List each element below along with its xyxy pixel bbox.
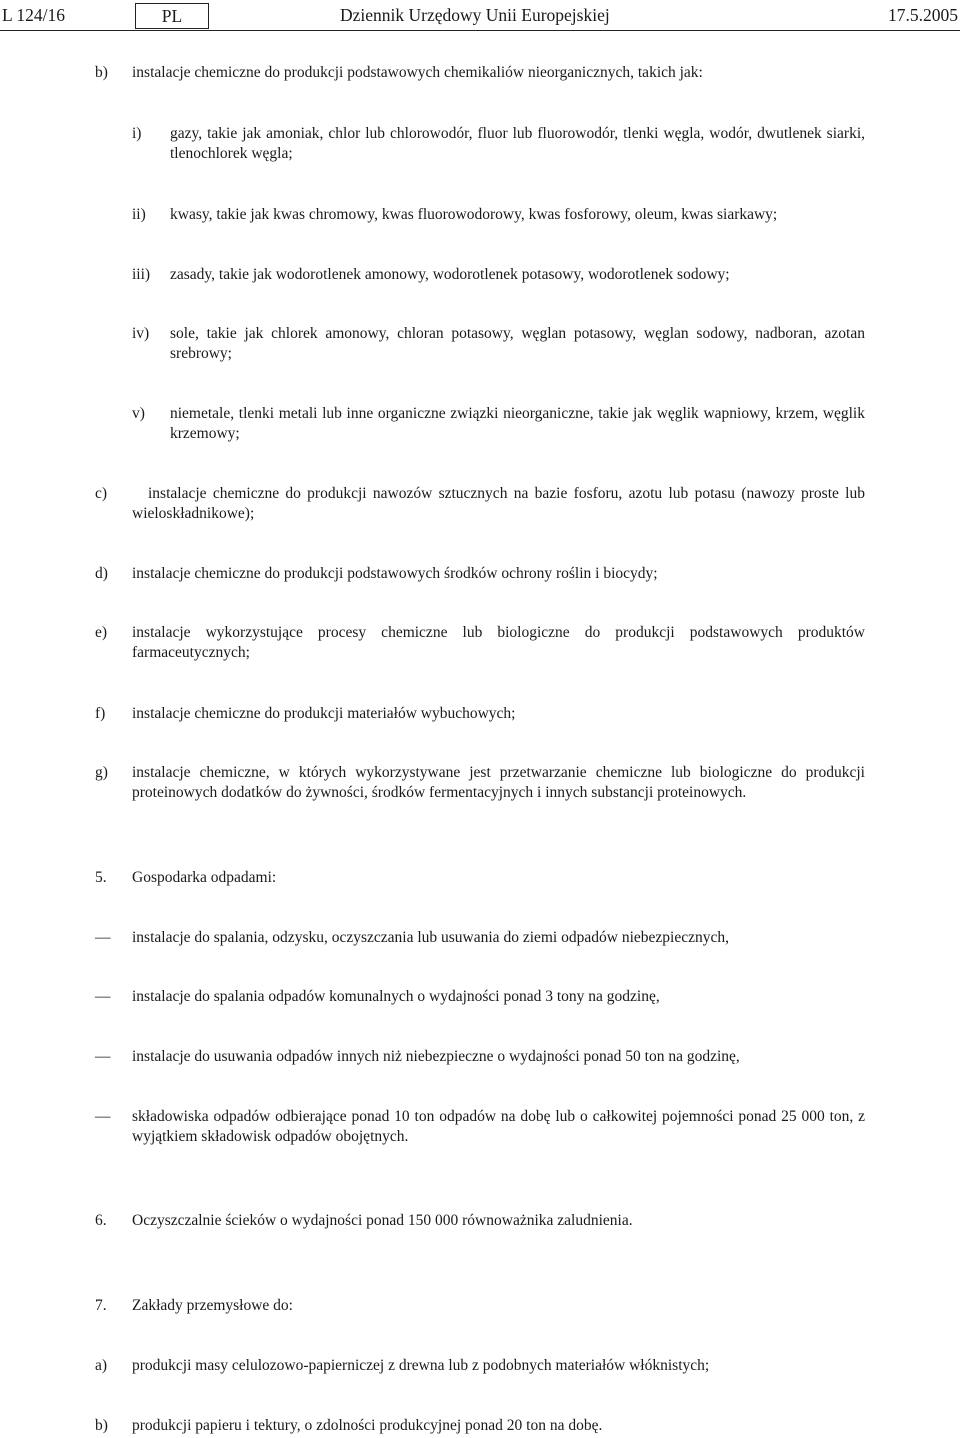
section-heading: Gospodarka odpadami: xyxy=(132,869,277,886)
item-text: instalacje do usuwania odpadów innych niż niebezpieczne o wydajności ponad 50 ton na godzinę, xyxy=(132,1048,740,1065)
item-text: instalacje chemiczne do produkcji podstawowych środków ochrony roślin i biocydy; xyxy=(132,565,658,582)
item-text: kwasy, takie jak kwas chromowy, kwas fluorowodorowy, kwas fosforowy, oleum, kwas siarkawy; xyxy=(170,206,778,223)
item-text: instalacje chemiczne do produkcji materiałów wybuchowych; xyxy=(132,705,516,722)
publication-date: 17.5.2005 xyxy=(888,5,958,25)
item-text: gazy, takie jak amoniak, chlor lub chlorowodór, fluor lub fluorowodór, tlenki węgla, wodór, dwutlenek siarki, tlenochlorek węgla; xyxy=(170,125,865,162)
item-label: v) xyxy=(132,405,145,422)
item-label: e) xyxy=(95,624,108,641)
item-label: ii) xyxy=(132,206,146,223)
journal-title: Dziennik Urzędowy Unii Europejskiej xyxy=(340,5,610,25)
item-label: b) xyxy=(95,64,108,81)
page-header xyxy=(0,0,960,31)
dash-marker: — xyxy=(95,1108,111,1125)
item-text: produkcji papieru i tektury, o zdolności produkcyjnej ponad 20 ton na dobę. xyxy=(132,1417,603,1434)
section-heading: Zakłady przemysłowe do: xyxy=(132,1297,293,1314)
item-label: b) xyxy=(95,1417,108,1434)
dash-marker: — xyxy=(95,929,111,946)
section-number: 5. xyxy=(95,869,107,886)
item-text: instalacje do spalania odpadów komunalnych o wydajności ponad 3 tony na godzinę, xyxy=(132,988,660,1005)
item-text: zasady, takie jak wodorotlenek amonowy, wodorotlenek potasowy, wodorotlenek sodowy; xyxy=(170,266,730,283)
item-label: iv) xyxy=(132,325,150,342)
dash-marker: — xyxy=(95,988,111,1005)
item-text: instalacje chemiczne, w których wykorzystywane jest przetwarzanie chemiczne lub biologiczne do produkcji proteinowych dodatków do żywności, środków fermentacyjnych i innych substancji proteinowych. xyxy=(132,764,865,801)
page-reference: L 124/16 xyxy=(2,5,66,25)
section-heading: Oczyszczalnie ścieków o wydajności ponad 150 000 równoważnika zaludnienia. xyxy=(132,1212,633,1229)
item-text: instalacje chemiczne do produkcji nawozów sztucznych na bazie fosforu, azotu lub potasu (nawozy proste lub wieloskładnikowe); xyxy=(132,485,865,522)
item-label: iii) xyxy=(132,266,151,283)
item-text: składowiska odpadów odbierające ponad 10 ton odpadów na dobę lub o całkowitej pojemności ponad 25 000 ton, z wyjątkiem składowisk odpadów obojętnych. xyxy=(132,1108,865,1145)
item-text: produkcji masy celulozowo-papierniczej z drewna lub z podobnych materiałów włóknistych; xyxy=(132,1357,710,1374)
item-text: instalacje chemiczne do produkcji podstawowych chemikaliów nieorganicznych, takich jak: xyxy=(132,64,703,81)
section-number: 7. xyxy=(95,1297,107,1314)
item-label: a) xyxy=(95,1357,108,1374)
item-label: g) xyxy=(95,764,108,781)
item-label: i) xyxy=(132,125,142,142)
item-label: c) xyxy=(95,485,108,502)
item-text: niemetale, tlenki metali lub inne organiczne związki nieorganiczne, takie jak węglik wapniowy, krzem, węglik krzemowy; xyxy=(170,405,865,442)
section-number: 6. xyxy=(95,1212,107,1229)
dash-marker: — xyxy=(95,1048,111,1065)
item-label: d) xyxy=(95,565,108,582)
item-text: instalacje wykorzystujące procesy chemiczne lub biologiczne do produkcji podstawowych produktów farmaceutycznych; xyxy=(132,624,865,661)
item-label: f) xyxy=(95,705,106,722)
item-text: instalacje do spalania, odzysku, oczyszczania lub usuwania do ziemi odpadów niebezpiecznych, xyxy=(132,929,729,946)
item-text: sole, takie jak chlorek amonowy, chloran potasowy, węglan potasowy, węglan sodowy, nadboran, azotan srebrowy; xyxy=(170,325,865,362)
language-box: PL xyxy=(135,3,209,29)
